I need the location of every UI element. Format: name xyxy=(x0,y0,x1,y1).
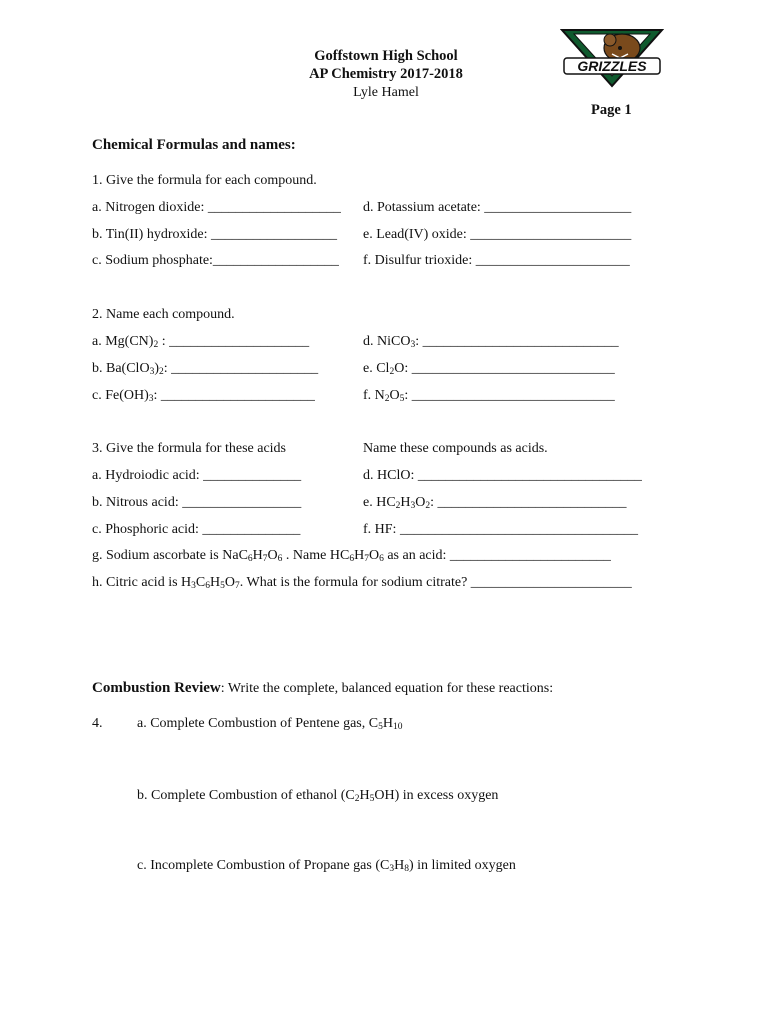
q3-item-h: h. Citric acid is $H_3C_6H_5O_7$. What is the formula for sodium citrate? _______________________ xyxy=(92,575,632,591)
q1-item-d: d. Potassium acetate: _____________________ xyxy=(363,200,632,215)
q2-item-f: f. $N_2O_5$: _____________________________ xyxy=(363,388,615,404)
page-number: Page 1 xyxy=(591,102,632,118)
q3-prompt-right: Name these compounds as acids. xyxy=(363,441,548,456)
q1-item-a: a. Nitrogen dioxide: ___________________ xyxy=(92,200,341,215)
q3-item-g: g. Sodium ascorbate is $NaC_6H_7O_6$ . Name $HC_6H_7O_6$ as an acid: _______________________ xyxy=(92,548,611,564)
q3-item-f: f. HF: __________________________________ xyxy=(363,522,638,537)
q3-item-a: a. Hydroiodic acid: ______________ xyxy=(92,468,302,483)
q1-item-f: f. Disulfur trioxide: ______________________ xyxy=(363,253,630,268)
school-name: Goffstown High School xyxy=(314,48,458,64)
q2-item-d: d. NiCO$_3$: ____________________________ xyxy=(363,334,619,350)
q4-item-c: c. Incomplete Combustion of Propane gas $(C_3H_8)$ in limited oxygen xyxy=(137,858,516,874)
q1-item-c: c. Sodium phosphate:__________________ xyxy=(92,253,339,268)
q4-item-a: a. Complete Combustion of Pentene gas, $C_5H_{10}$ xyxy=(137,716,403,732)
course-title: AP Chemistry 2017-2018 xyxy=(309,66,463,82)
q3-item-e: e. $HC_2H_3O_2$: ___________________________ xyxy=(363,495,627,511)
q3-item-d: d. HClO: ________________________________ xyxy=(363,468,642,483)
q4-number: 4. xyxy=(92,716,103,731)
combustion-instruction: : Write the complete, balanced equation for these reactions: xyxy=(220,681,554,696)
q4-item-b: b. Complete Combustion of ethanol $(C_2H_5OH)$ in excess oxygen xyxy=(137,788,499,804)
logo-text: GRIZZLES xyxy=(577,58,647,74)
section-title-combustion: Combustion Review xyxy=(92,680,221,696)
q2-prompt: 2. Name each compound. xyxy=(92,307,235,322)
q2-item-a: a. $Mg(CN)_2$ : ____________________ xyxy=(92,334,310,350)
section-title-formulas: Chemical Formulas and names: xyxy=(92,137,296,153)
q3-item-c: c. Phosphoric acid: ______________ xyxy=(92,522,301,537)
q3-item-b: b. Nitrous acid: _________________ xyxy=(92,495,302,510)
q2-item-e: e. $Cl_2O$: _____________________________ xyxy=(363,361,615,377)
grizzlies-logo xyxy=(560,24,664,88)
q1-item-b: b. Tin(II) hydroxide: __________________ xyxy=(92,227,337,242)
combustion-heading xyxy=(92,680,553,697)
q2-item-c: c. $Fe(OH)_3$: ______________________ xyxy=(92,388,315,404)
q2-item-b: b. $Ba(ClO_3)_2$: _____________________ xyxy=(92,361,319,377)
q1-prompt: 1. Give the formula for each compound. xyxy=(92,173,317,188)
q1-item-e: e. Lead(IV) oxide: _______________________ xyxy=(363,227,632,242)
q3-prompt-left: 3. Give the formula for these acids xyxy=(92,441,286,456)
teacher-name: Lyle Hamel xyxy=(353,85,419,100)
